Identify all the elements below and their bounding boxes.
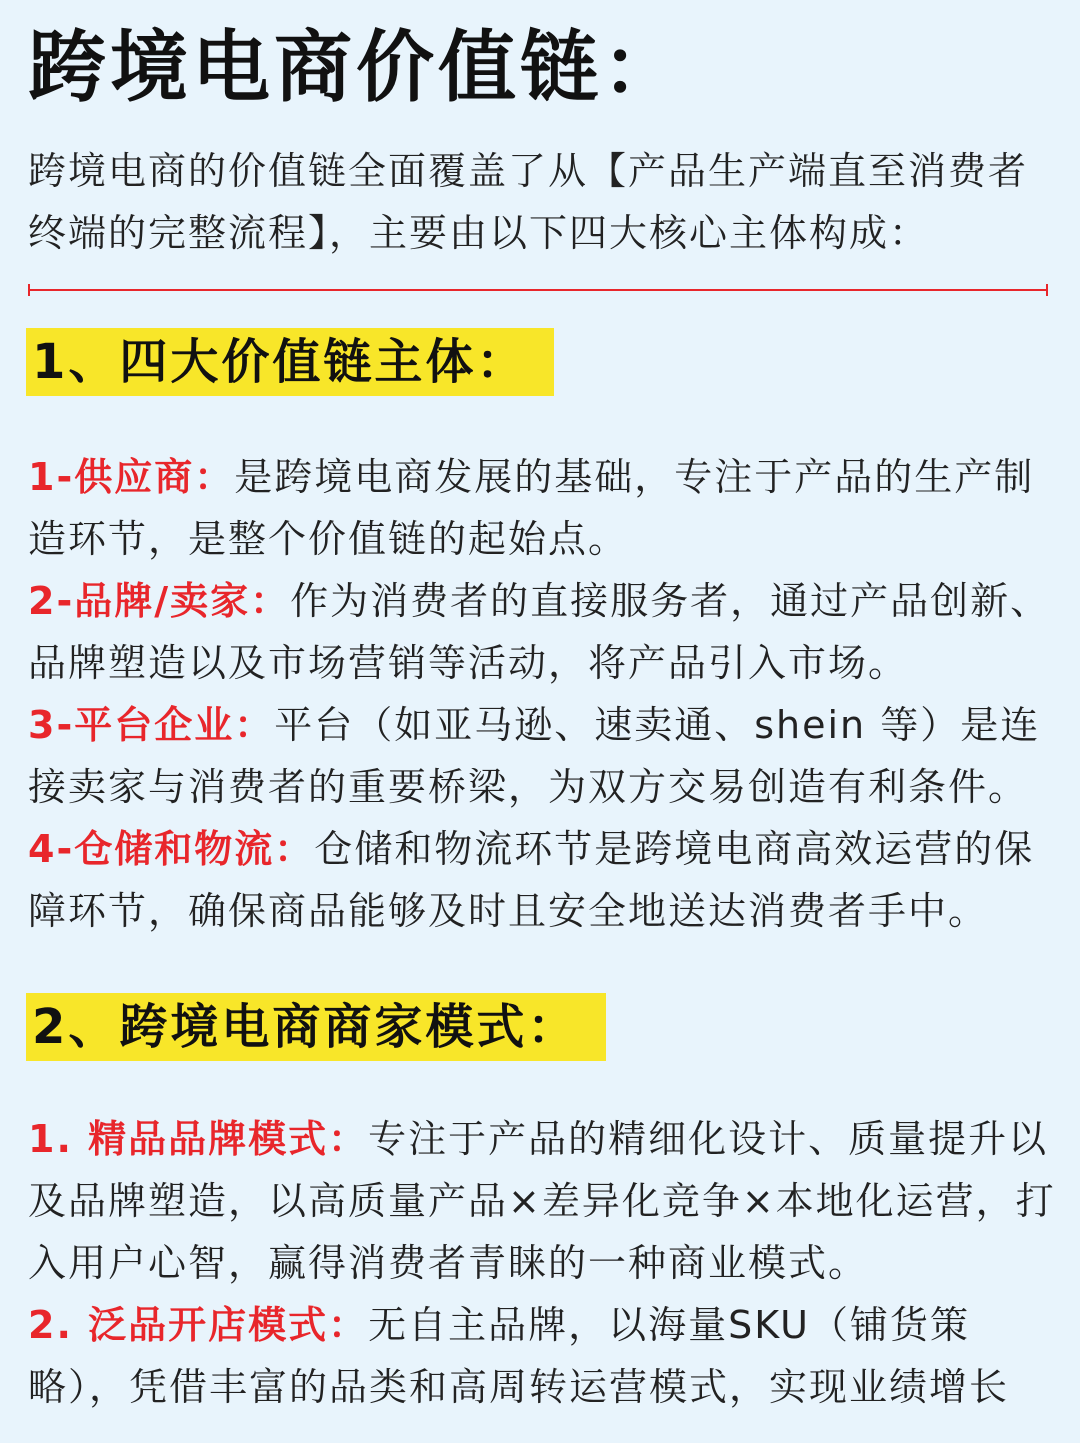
- section-heading-seller-models: 2、跨境电商商家模式：: [26, 993, 606, 1061]
- list-item-supplier: [28, 446, 1063, 570]
- item-text: 仓储和物流环节是跨境电商高效运营的保障环节，确保商品能够及时且安全地送达消费者手中。: [28, 827, 1035, 933]
- list-item-logistics: [28, 818, 1063, 942]
- intro-paragraph: 跨境电商的价值链全面覆盖了从【产品生产端直至消费者终端的完整流程】，主要由以下四大核心主体构成：: [28, 149, 1029, 255]
- seller-models-list: [28, 1108, 1063, 1418]
- list-item-premium-brand: [28, 1108, 1063, 1294]
- list-item-general-store: [28, 1294, 1063, 1418]
- item-lead: 4-仓储和物流：: [28, 827, 315, 871]
- item-text: 专注于产品的精细化设计、质量提升以及品牌塑造，以高质量产品×差异化竞争×本地化运营，打入用户心智，赢得消费者青睐的一种商业模式。: [28, 1117, 1056, 1285]
- page-title: 跨境电商价值链：: [28, 23, 685, 113]
- list-item-brand-seller: [28, 570, 1063, 694]
- value-chain-list: [28, 446, 1063, 942]
- item-lead: 3-平台企业：: [28, 703, 275, 747]
- item-text: 平台（如亚马逊、速卖通、shein 等）是连接卖家与消费者的重要桥梁，为双方交易创造有利条件。: [28, 703, 1041, 809]
- item-text: 作为消费者的直接服务者，通过产品创新、品牌塑造以及市场营销等活动，将产品引入市场。: [28, 579, 1051, 685]
- list-item-platform: [28, 694, 1063, 818]
- item-text: 是跨境电商发展的基础，专注于产品的生产制造环节，是整个价值链的起始点。: [28, 455, 1035, 561]
- item-lead: 2-品牌/卖家：: [28, 579, 291, 623]
- item-lead: 2. 泛品开店模式：: [28, 1303, 369, 1347]
- item-lead: 1. 精品品牌模式：: [28, 1117, 369, 1161]
- section-heading-value-chain: 1、四大价值链主体：: [26, 328, 554, 396]
- red-divider: [28, 289, 1048, 291]
- item-lead: 1-供应商：: [28, 455, 235, 499]
- item-text: 无自主品牌，以海量SKU（铺货策略），凭借丰富的品类和高周转运营模式，实现业绩增长: [28, 1303, 1010, 1409]
